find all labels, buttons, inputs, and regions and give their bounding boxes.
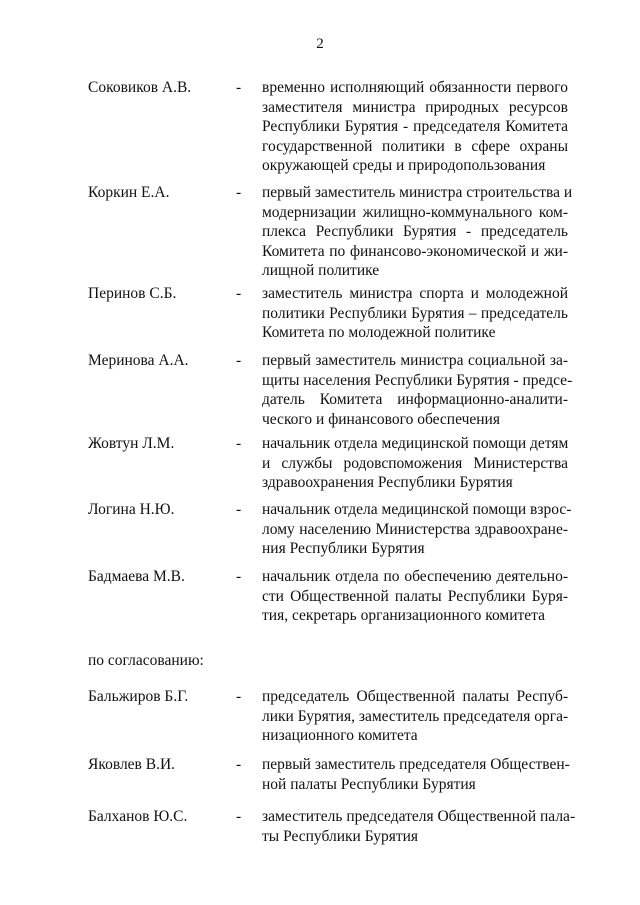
description-line: председатель Общественной палаты Респуб-	[262, 688, 568, 705]
member-name: Балханов Ю.С.	[88, 808, 188, 825]
description-line: лищной политике	[262, 262, 380, 279]
description-line: сти Общественной палаты Республики Буря-	[262, 587, 568, 605]
member-dash: -	[236, 501, 242, 518]
description-line: начальник отдела по обеспечению деятельно-	[262, 568, 568, 585]
member-name: Коркин Е.А.	[88, 184, 170, 201]
description-line: начальник отдела медицинской помощи взрос-	[262, 501, 572, 518]
description-line: тия, секретарь организационного комитета	[262, 607, 545, 624]
member-dash: -	[236, 688, 242, 705]
description-line: ной палаты Республики Бурятия	[262, 775, 476, 793]
member-name: Соковиков А.В.	[88, 79, 192, 96]
member-dash: -	[236, 568, 242, 585]
member-description	[262, 284, 568, 343]
description-line: ния Республики Бурятия	[262, 540, 425, 557]
member-description	[262, 183, 573, 281]
member-description	[262, 567, 568, 626]
section-label: по согласованию:	[88, 652, 204, 669]
description-line: Комитета по финансово-экономической и жи-	[262, 242, 568, 260]
member-dash: -	[236, 756, 242, 773]
description-line: временно исполняющий обязанности первого	[262, 79, 568, 96]
member-description	[262, 434, 568, 493]
member-name: Жовтун Л.М.	[88, 435, 175, 452]
description-line: первый заместитель председателя Обществен-	[262, 756, 570, 773]
description-line: заместитель министра спорта и молодежной	[262, 285, 568, 302]
description-line: начальник отдела медицинской помощи детям	[262, 435, 569, 452]
description-line: окружающей среды и природопользования	[262, 157, 546, 174]
description-line: щиты населения Республики Бурятия - предсе-	[262, 371, 573, 389]
member-dash: -	[236, 808, 242, 825]
description-line: первый заместитель министра социальной за-	[262, 352, 568, 369]
member-dash: -	[236, 79, 242, 96]
member-description	[262, 78, 568, 176]
description-line: заместителя министра природных ресурсов	[262, 98, 568, 116]
member-name: Яковлев В.И.	[88, 756, 176, 773]
member-name: Логина Н.Ю.	[88, 501, 175, 518]
member-description	[262, 351, 573, 429]
member-name: Бальжиров Б.Г.	[88, 688, 189, 705]
description-line: Комитета по молодежной политике	[262, 324, 496, 341]
member-description	[262, 687, 568, 746]
description-line: здравоохранения Республики Бурятия	[262, 474, 513, 491]
member-description	[262, 755, 568, 794]
description-line: модернизации жилищно-коммунального ком-	[262, 203, 568, 221]
description-line: и службы родовспоможения Министерства	[262, 454, 568, 472]
member-dash: -	[236, 285, 242, 302]
member-description	[262, 500, 572, 559]
description-line: Республики Бурятия - председателя Комитета	[262, 118, 568, 135]
member-name: Перинов С.Б.	[88, 285, 177, 302]
page-number: 2	[316, 36, 324, 52]
member-dash: -	[236, 184, 242, 201]
description-line: заместитель председателя Общественной пала-	[262, 808, 576, 825]
description-line: низационного комитета	[262, 727, 418, 744]
member-description	[262, 807, 576, 846]
member-dash: -	[236, 435, 242, 452]
member-name: Меринова А.А.	[88, 352, 189, 369]
member-dash: -	[236, 352, 242, 369]
member-name: Бадмаева М.В.	[88, 568, 185, 585]
description-line: государственной политики в сфере охраны	[262, 137, 568, 155]
description-line: первый заместитель министра строительства и	[262, 184, 573, 201]
description-line: плекса Республики Бурятия - председатель	[262, 223, 568, 240]
description-line: ческого и финансового обеспечения	[262, 410, 500, 428]
description-line: лики Бурятия, заместитель председателя орга-	[262, 707, 569, 725]
description-line: политики Республики Бурятия – председатель	[262, 304, 568, 322]
description-line: датель Комитета информационно-аналити-	[262, 391, 568, 408]
description-line: лому населению Министерства здравоохране-	[262, 520, 568, 538]
description-line: ты Республики Бурятия	[262, 827, 419, 845]
